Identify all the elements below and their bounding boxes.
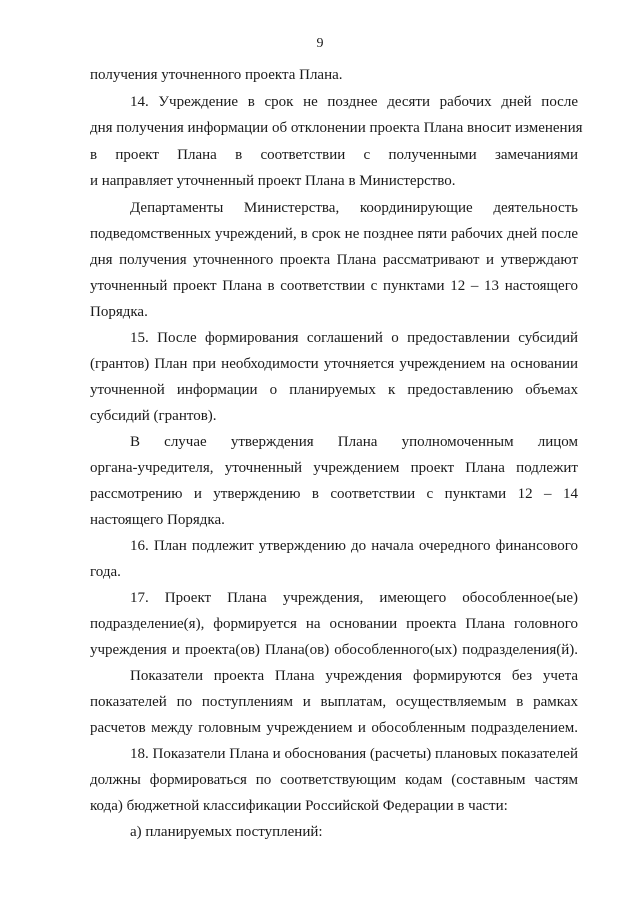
text-line: Показатели проекта Плана учреждения формируются без учета: [130, 668, 578, 684]
text-line: В случае утверждения Плана уполномоченным лицом: [130, 434, 578, 450]
text-line: настоящего Порядка.: [90, 512, 225, 528]
text-line: уточненный проект Плана в соответствии с пунктами 12 – 13 настоящего: [90, 278, 578, 294]
text-line: получения уточненного проекта Плана.: [90, 67, 343, 83]
text-line: учреждения и проекта(ов) Плана(ов) обособленного(ых) подразделения(й).: [90, 642, 578, 658]
text-line: органа-учредителя, уточненный учреждением проект Плана подлежит: [90, 460, 578, 476]
text-line: 17. Проект Плана учреждения, имеющего обособленное(ые): [130, 590, 578, 606]
text-line: 14. Учреждение в срок не позднее десяти рабочих дней после: [130, 94, 578, 110]
text-line: в проект Плана в соответствии с полученными замечаниями: [90, 147, 578, 163]
text-line: года.: [90, 564, 121, 580]
text-line: (грантов) План при необходимости уточняется учреждением на основании: [90, 356, 578, 372]
text-line: подразделение(я), формируется на основании проекта Плана головного: [90, 616, 578, 632]
text-line: 15. После формирования соглашений о предоставлении субсидий: [130, 330, 578, 346]
text-line: должны формироваться по соответствующим кодам (составным частям: [90, 772, 578, 788]
text-line: дня получения информации об отклонении проекта Плана вносит изменения: [90, 120, 583, 136]
text-line: а) планируемых поступлений:: [130, 824, 323, 840]
text-line: дня получения уточненного проекта Плана рассматривают и утверждают: [90, 252, 578, 268]
text-line: субсидий (грантов).: [90, 408, 217, 424]
text-line: подведомственных учреждений, в срок не позднее пяти рабочих дней после: [90, 226, 578, 242]
text-line: уточненной информации о планируемых к предоставлению объемах: [90, 382, 578, 398]
text-line: Департаменты Министерства, координирующие деятельность: [130, 200, 578, 216]
text-line: кода) бюджетной классификации Российской Федерации в части:: [90, 798, 508, 814]
text-line: рассмотрению и утверждению в соответствии с пунктами 12 – 14: [90, 486, 578, 502]
text-line: расчетов между головным учреждением и обособленным подразделением.: [90, 720, 578, 736]
page-number: 9: [316, 36, 324, 51]
text-line: Порядка.: [90, 304, 148, 320]
text-line: 16. План подлежит утверждению до начала очередного финансового: [130, 538, 578, 554]
text-line: показателей по поступлениям и выплатам, осуществляемым в рамках: [90, 694, 578, 710]
text-line: и направляет уточненный проект Плана в Министерство.: [90, 173, 456, 189]
text-line: 18. Показатели Плана и обоснования (расчеты) плановых показателей: [130, 746, 578, 762]
